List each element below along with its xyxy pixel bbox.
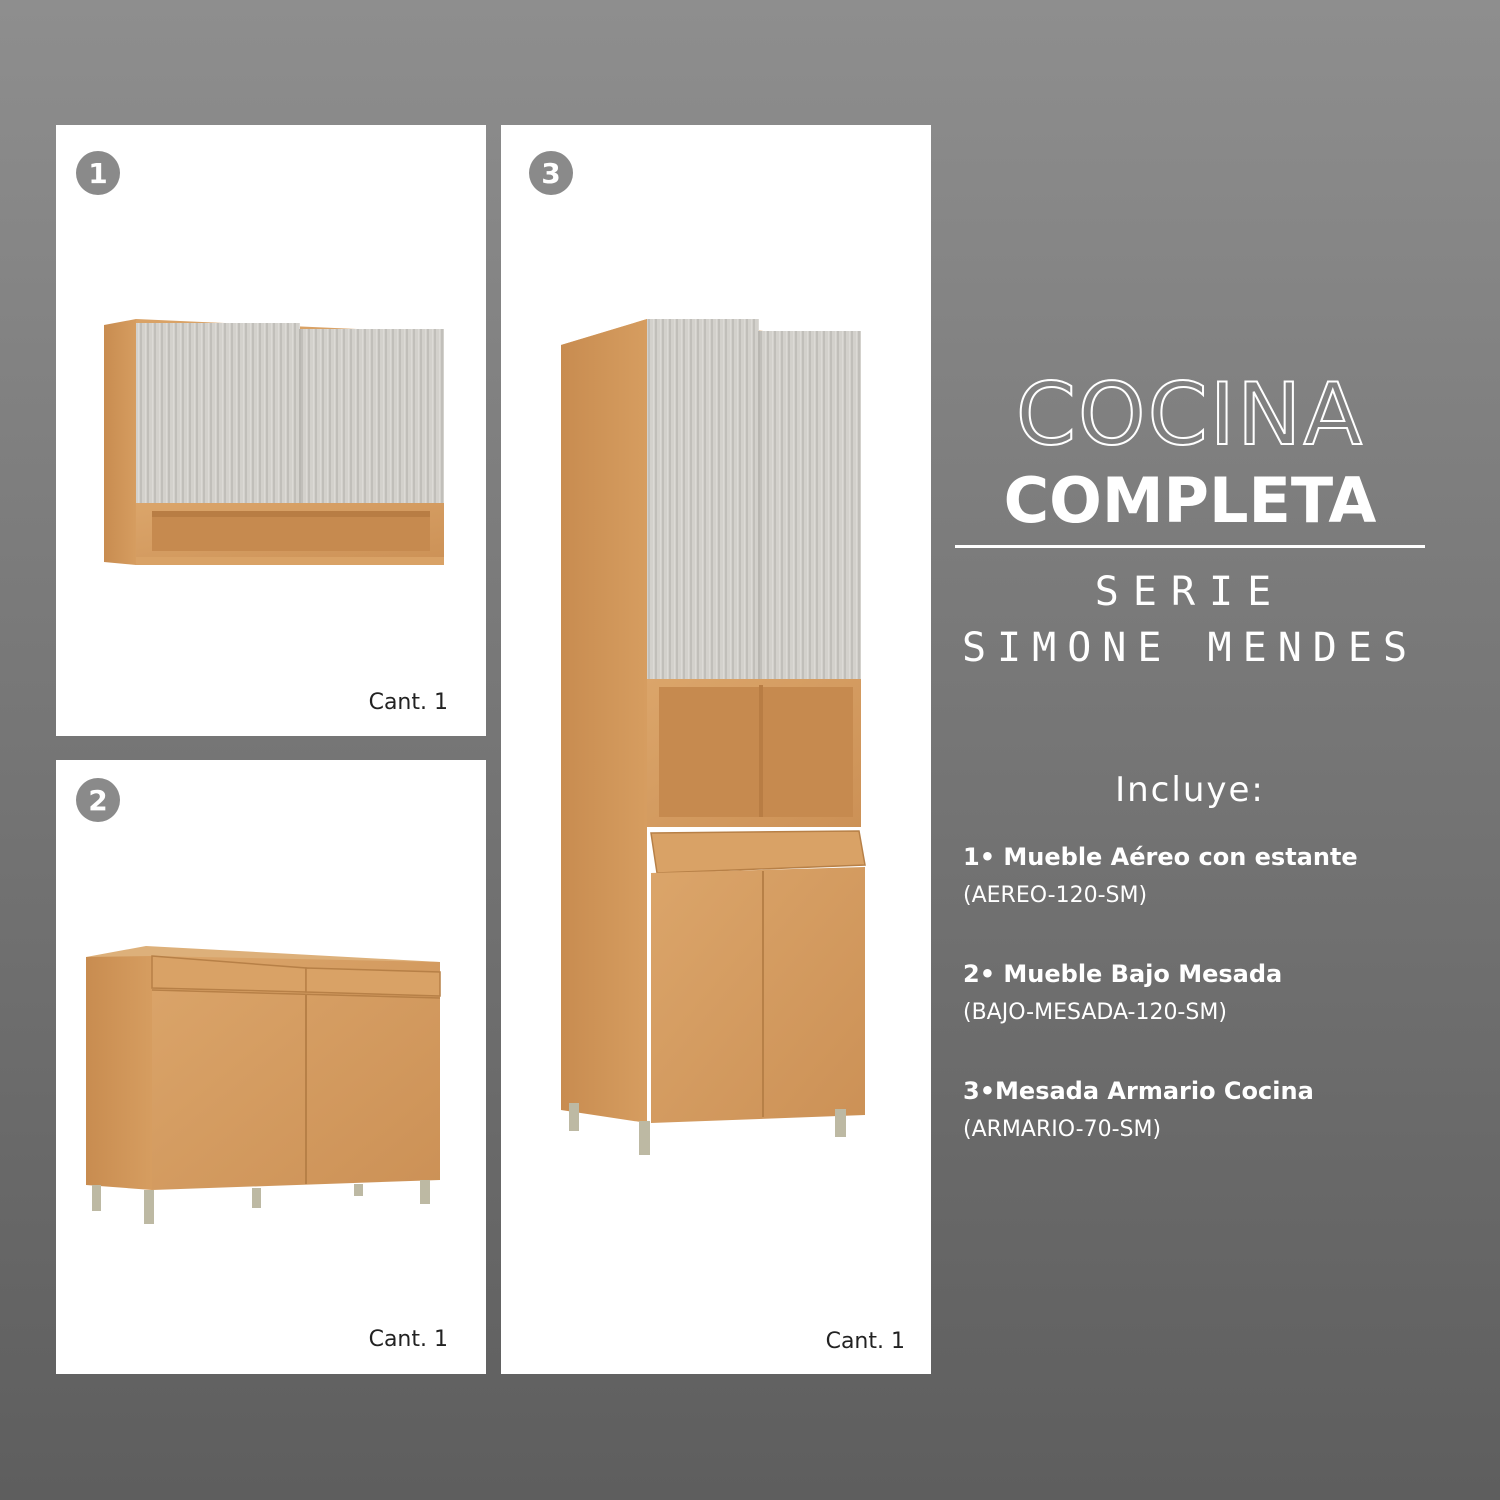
number-badge-3: 3 xyxy=(529,151,573,195)
base-cabinet-image xyxy=(56,760,486,1374)
include-item-1-name: 1• Mueble Aéreo con estante xyxy=(963,843,1358,871)
title-line-2: COMPLETA xyxy=(1003,464,1377,537)
series-label: SERIE xyxy=(1094,569,1286,615)
quantity-label-2: Cant. 1 xyxy=(368,1327,448,1352)
number-badge-2: 2 xyxy=(76,778,120,822)
include-item-1-code: (AEREO-120-SM) xyxy=(963,883,1148,908)
quantity-label-3: Cant. 1 xyxy=(825,1329,905,1354)
include-item-2-name: 2• Mueble Bajo Mesada xyxy=(963,960,1283,988)
include-item-3-code: (ARMARIO-70-SM) xyxy=(963,1117,1162,1142)
number-badge-1: 1 xyxy=(76,151,120,195)
quantity-label-1: Cant. 1 xyxy=(368,690,448,715)
title-divider xyxy=(955,545,1425,548)
product-card-1[interactable] xyxy=(56,125,486,736)
includes-heading: Incluye: xyxy=(1115,770,1265,810)
include-item-2-code: (BAJO-MESADA-120-SM) xyxy=(963,1000,1227,1025)
product-card-3[interactable] xyxy=(501,125,931,1374)
title-line-1: COCINA xyxy=(1015,365,1365,465)
tall-cabinet-image xyxy=(501,125,931,1374)
wall-cabinet-image xyxy=(56,125,486,736)
product-card-2[interactable] xyxy=(56,760,486,1374)
include-item-3-name: 3•Mesada Armario Cocina xyxy=(963,1077,1314,1105)
series-name: SIMONE MENDES xyxy=(961,625,1419,671)
